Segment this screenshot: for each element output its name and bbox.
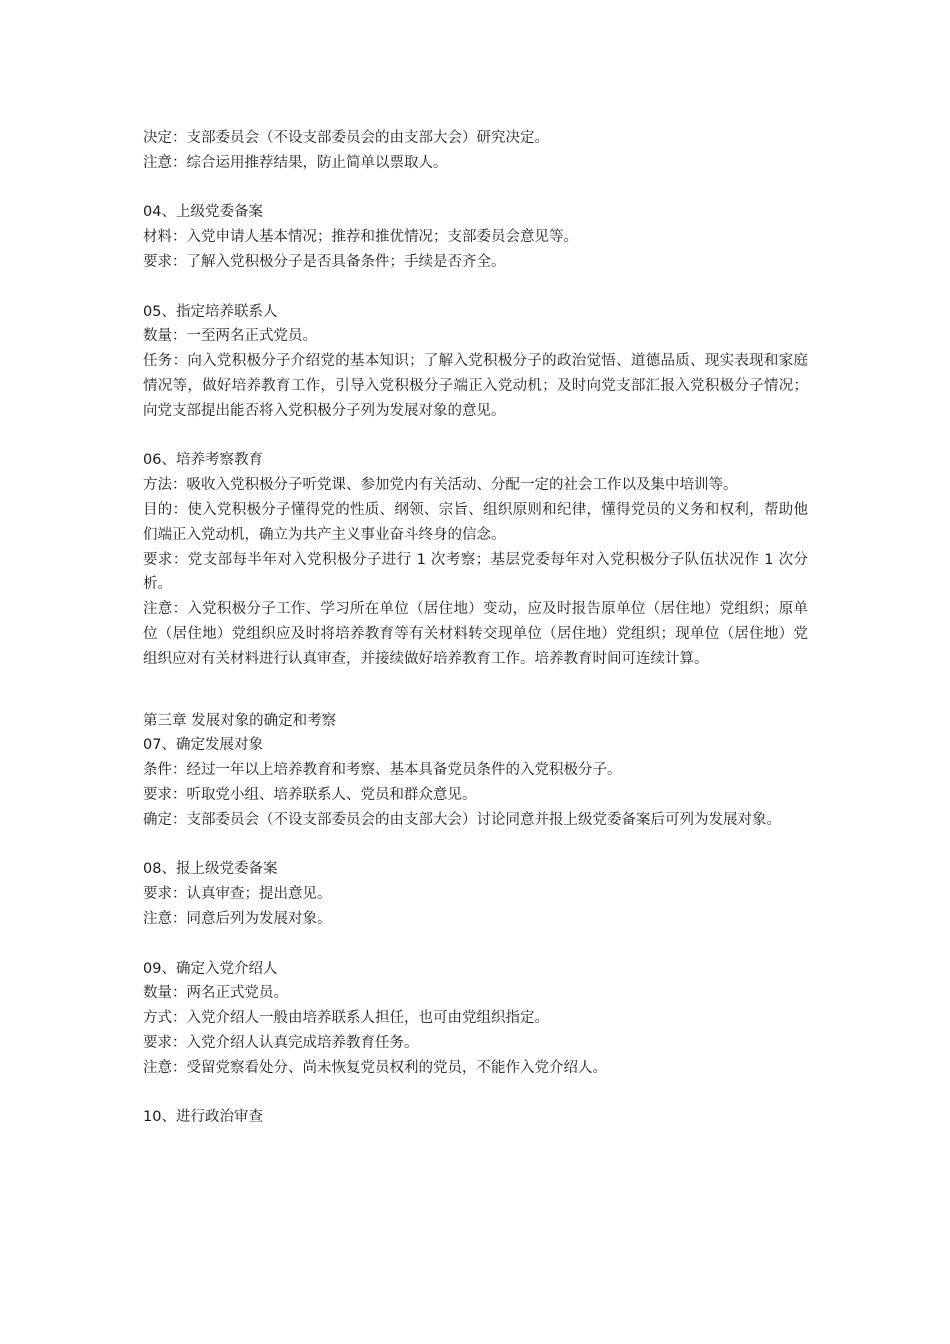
section-heading-04: 04、上级党委备案 (143, 204, 263, 221)
blank-line (143, 275, 808, 300)
section-heading-06: 06、培养考察教育 (143, 452, 263, 469)
section-heading-10: 10、进行政治审查 (143, 1109, 263, 1126)
paragraph: 方式：入党介绍人一般由培养联系人担任，也可由党组织指定。 (143, 1010, 549, 1027)
section-heading-09: 09、确定入党介绍人 (143, 960, 278, 977)
paragraph: 要求：党支部每半年对入党积极分子进行 1 次考察；基层党委每年对入党积极分子队伍状况作 1 次分析。 (143, 551, 808, 593)
paragraph: 要求：了解入党积极分子是否具备条件；手续是否齐全。 (143, 253, 506, 270)
section-heading-07: 07、确定发展对象 (143, 737, 263, 754)
blank-line (143, 424, 808, 449)
paragraph: 要求：认真审查；提出意见。 (143, 886, 332, 903)
paragraph: 方法：吸收入党积极分子听党课、参加党内有关活动、分配一定的社会工作以及集中培训等。 (143, 477, 738, 494)
paragraph: 要求：入党介绍人认真完成培养教育任务。 (143, 1034, 419, 1051)
paragraph: 注意：入党积极分子工作、学习所在单位（居住地）变动，应及时报告原单位（居住地）党组织；原单位（居住地）党组织应及时将培养教育等有关材料转交现单位（居住地）党组织；现单位（居住地）党组织应对有关材料进行认真审查，并接续做好培养教育工作。培养教育时间可连续计算。 (143, 601, 808, 667)
paragraph: 确定：支部委员会（不设支部委员会的由支部大会）讨论同意并报上级党委备案后可列为发展对象。 (143, 811, 781, 828)
paragraph: 数量：一至两名正式党员。 (143, 328, 317, 345)
paragraph: 任务：向入党积极分子介绍党的基本知识；了解入党积极分子的政治觉悟、道德品质、现实表现和家庭情况等，做好培养教育工作，引导入党积极分子端正入党动机；及时向党支部汇报入党积极分子情况；向党支部提出能否将入党积极分子列为发展对象的意见。 (143, 353, 808, 419)
paragraph: 材料：入党申请人基本情况；推荐和推优情况；支部委员会意见等。 (143, 229, 578, 246)
document-body (143, 126, 808, 1130)
section-heading-05: 05、指定培养联系人 (143, 303, 278, 320)
blank-line (143, 672, 808, 709)
paragraph: 决定：支部委员会（不设支部委员会的由支部大会）研究决定。 (143, 130, 549, 146)
paragraph: 注意：综合运用推荐结果，防止简单以票取人。 (143, 154, 448, 171)
paragraph: 注意：受留党察看处分、尚未恢复党员权利的党员，不能作入党介绍人。 (143, 1059, 607, 1076)
paragraph: 数量：两名正式党员。 (143, 985, 288, 1002)
blank-line (143, 1080, 808, 1105)
section-heading-08: 08、报上级党委备案 (143, 861, 278, 878)
chapter-heading: 第三章 发展对象的确定和考察 (143, 712, 337, 729)
paragraph: 目的：使入党积极分子懂得党的性质、纲领、宗旨、组织原则和纪律，懂得党员的义务和权利，帮助他们端正入党动机，确立为共产主义事业奋斗终身的信念。 (143, 501, 808, 543)
paragraph: 要求：听取党小组、培养联系人、党员和群众意见。 (143, 786, 477, 803)
blank-line (143, 176, 808, 201)
blank-line (143, 833, 808, 858)
blank-line (143, 932, 808, 957)
paragraph: 注意：同意后列为发展对象。 (143, 910, 332, 927)
paragraph: 条件：经过一年以上培养教育和考察、基本具备党员条件的入党积极分子。 (143, 762, 622, 779)
